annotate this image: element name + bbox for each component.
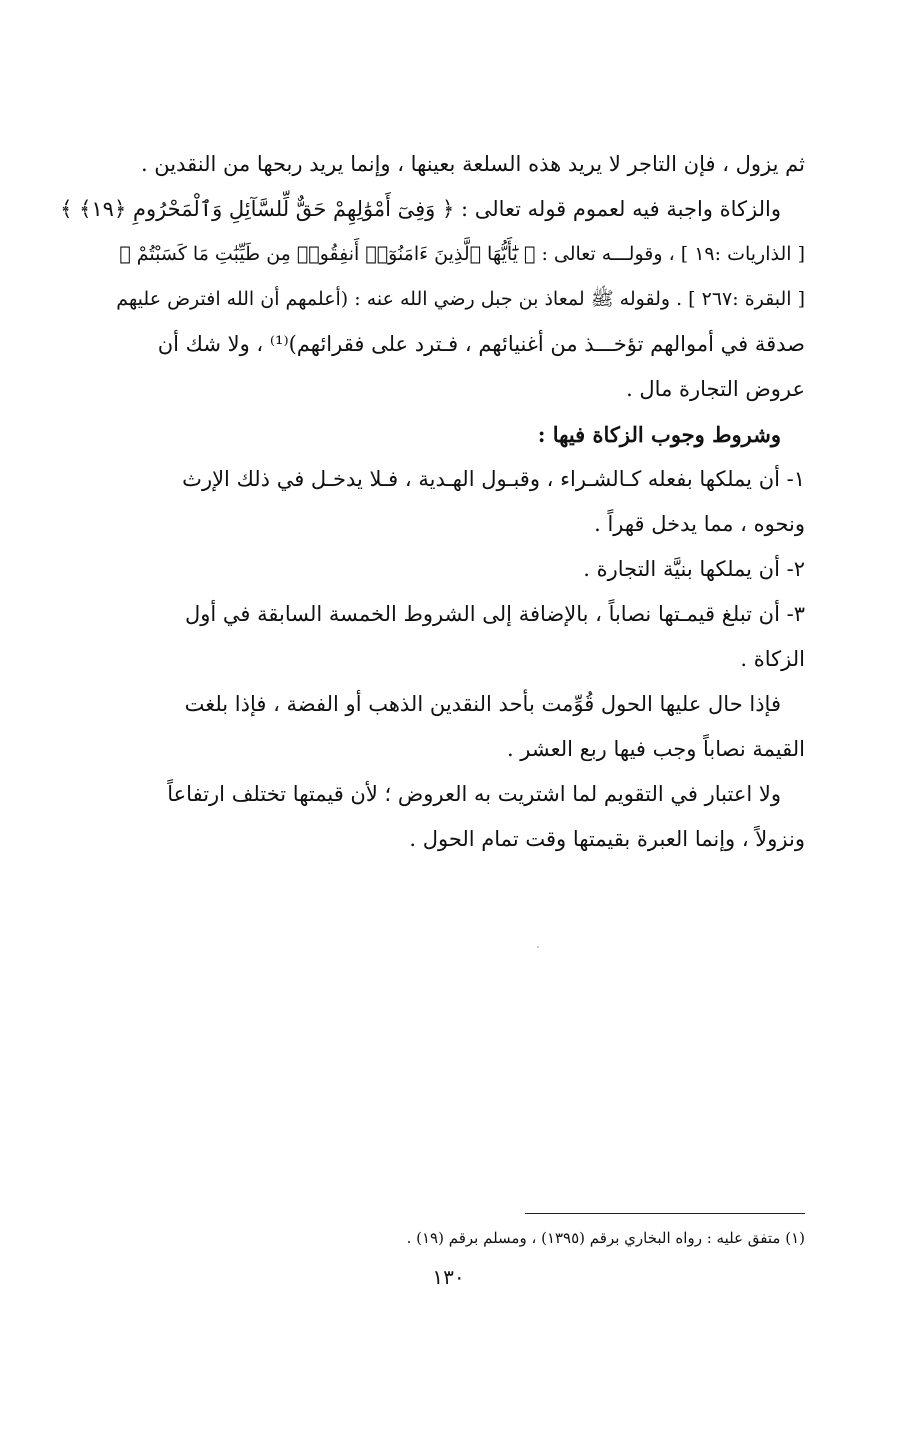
body-line: [ البقرة :٢٦٧ ] . ولقوله ﷺ لمعاذ بن جبل رضي الله عنه : (أعلمهم أن الله افترض عليهم xyxy=(116,288,805,310)
body-line: فإذا حال عليها الحول قُوِّمت بأحد النقدين الذهب أو الفضة ، فإذا بلغت xyxy=(184,692,781,716)
body-line: عروض التجارة مال . xyxy=(626,377,805,401)
body-line: ٣- أن تبلغ قيمـتها نصاباً ، بالإضافة إلى الشروط الخمسة السابقة في أول xyxy=(185,602,805,626)
body-line: ونحوه ، مما يدخل قهراً . xyxy=(594,512,805,536)
body-line: صدقة في أموالهم تؤخـــذ من أغنيائهم ، فـترد على فقرائهم)⁽¹⁾ ، ولا شك أن xyxy=(157,332,805,356)
body-line: [ الذاريات :١٩ ] ، وقولـــه تعالى : ﴿ يَٰٓأَيُّهَا ٱلَّذِينَ ءَامَنُوٓا۟ أَنفِقُوا۟ مِن طَيِّبَٰتِ مَا كَسَبْتُمْ ﴾ xyxy=(119,243,805,265)
body-line: القيمة نصاباً وجب فيها ربع العشر . xyxy=(506,737,805,761)
section-heading: وشروط وجوب الزكاة فيها : xyxy=(537,422,781,447)
page-number: ١٣٠ xyxy=(432,1265,465,1289)
body-line: والزكاة واجبة فيه لعموم قوله تعالى : ﴿ وَفِىٓ أَمْوَٰلِهِمْ حَقٌّ لِّلسَّآئِلِ وَٱلْمَحْرُومِ ﴿١٩﴾ ﴾ xyxy=(60,197,781,221)
body-line: ٢- أن يملكها بنيَّة التجارة . xyxy=(583,557,805,581)
body-line: ١- أن يملكها بفعله كـالشـراء ، وقبـول الهـدية ، فـلا يدخـل في ذلك الإرث xyxy=(182,467,805,491)
footnote: (١) متفق عليه : رواه البخاري برقم (١٣٩٥) ، ومسلم برقم (١٩) . xyxy=(406,1229,805,1247)
body-line: ونزولاً ، وإنما العبرة بقيمتها وقت تمام الحول . xyxy=(409,827,805,851)
body-line: الزكاة . xyxy=(740,647,805,671)
scan-speck xyxy=(537,946,539,948)
body-text xyxy=(60,142,805,862)
body-line: ولا اعتبار في التقويم لما اشتريت به العروض ؛ لأن قيمتها تختلف ارتفاعاً xyxy=(167,782,781,806)
footnote-divider xyxy=(525,1213,805,1214)
body-line: ثم يزول ، فإن التاجر لا يريد هذه السلعة بعينها ، وإنما يريد ربحها من النقدين . xyxy=(140,152,805,176)
